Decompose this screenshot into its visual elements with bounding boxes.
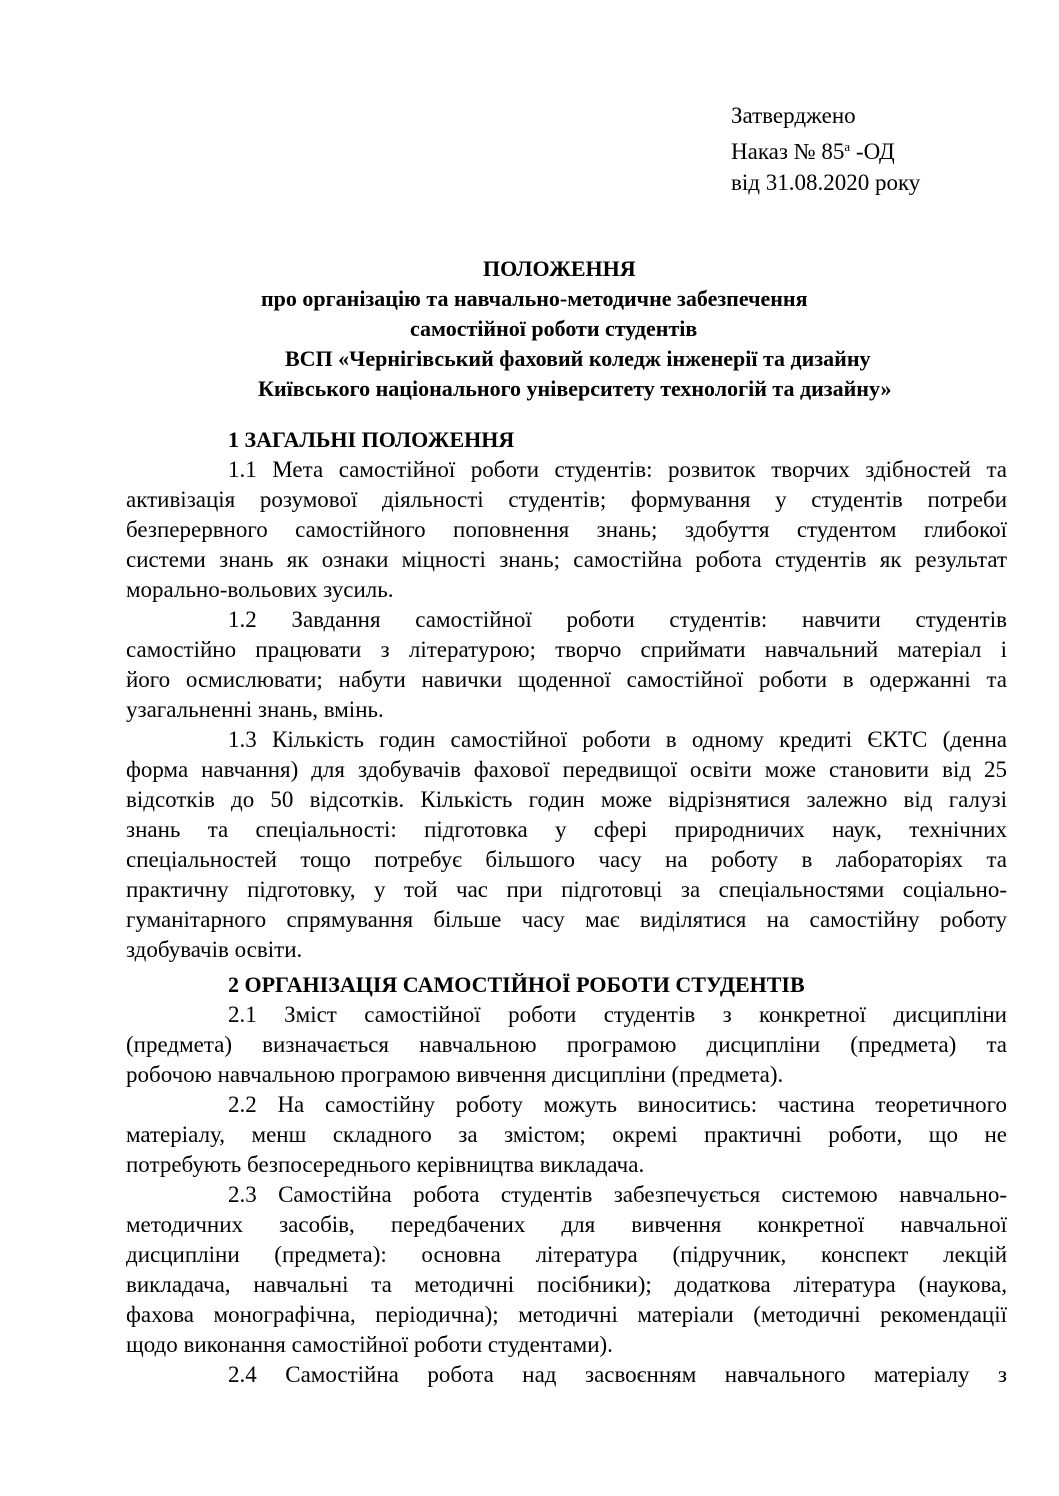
- paragraph-line: щодо виконання самостійної роботи студентами).: [126, 1332, 613, 1357]
- paragraph-line: 2.4 Самостійна робота над засвоєнням навчального матеріалу з: [228, 1362, 1007, 1387]
- title-org-1: ВСП «Чернігівський фаховий коледж інженерії та дизайну: [285, 346, 871, 371]
- paragraph-line: безперервного самостійного поповнення знань; здобуття студентом глибокої: [126, 517, 1007, 542]
- paragraph-line: практичну підготовку, у той час при підготовці за спеціальностями соціально-: [126, 877, 1007, 902]
- paragraph-line: дисципліни (предмета): основна література (підручник, конспект лекцій: [126, 1242, 1007, 1267]
- order-date: від 31.08.2020 року: [731, 170, 921, 195]
- paragraph-line: його осмислювати; набути навички щоденної самостійної роботи в одержанні та: [126, 667, 1007, 692]
- paragraph-line: викладача, навчальні та методичні посібники); додаткова література (наукова,: [126, 1272, 1007, 1297]
- section-2-heading: 2 ОРГАНІЗАЦІЯ САМОСТІЙНОЇ РОБОТИ СТУДЕНТІВ: [228, 972, 805, 997]
- paragraph-line: потребують безпосереднього керівництва викладача.: [126, 1152, 645, 1177]
- title-org-2: Київського національного університету технологій та дизайну»: [258, 376, 892, 401]
- order-number: Наказ № $85^а$ -ОД: [731, 139, 895, 164]
- title-main: ПОЛОЖЕННЯ: [483, 256, 636, 281]
- paragraph-line: гуманітарного спрямування більше часу має виділятися на самостійну роботу: [126, 907, 1007, 932]
- approval-stamp: [731, 100, 920, 198]
- paragraph-line: знань та спеціальності: підготовка у сфері природничих наук, технічних: [126, 817, 1007, 842]
- paragraph-line: 1.1 Мета самостійної роботи студентів: розвиток творчих здібностей та: [228, 457, 1007, 482]
- title-subtitle-1: про організацію та навчально-методичне забезпечення: [261, 286, 808, 311]
- paragraph-line: відсотків до 50 відсотків. Кількість годин може відрізнятися залежно від галузі: [126, 787, 1007, 812]
- paragraph-line: 2.3 Самостійна робота студентів забезпечується системою навчально-: [228, 1182, 1007, 1207]
- paragraph-line: матеріалу, менш складного за змістом; окремі практичні роботи, що не: [126, 1122, 1007, 1147]
- paragraph-line: форма навчання) для здобувачів фахової передвищої освіти може становити від 25: [126, 757, 1007, 782]
- paragraph-line: фахова монографічна, періодична); методичні матеріали (методичні рекомендації: [126, 1302, 1007, 1327]
- paragraph-line: активізація розумової діяльності студентів; формування у студентів потреби: [126, 487, 1007, 512]
- paragraph-line: (предмета) визначається навчальною програмою дисципліни (предмета) та: [126, 1032, 1007, 1057]
- title-subtitle-2: самостійної роботи студентів: [410, 316, 698, 341]
- paragraph-line: морально-вольових зусиль.: [126, 577, 394, 602]
- paragraph-line: здобувачів освіти.: [126, 937, 303, 962]
- paragraph-line: 1.2 Завдання самостійної роботи студентів: навчити студентів: [228, 607, 1007, 632]
- paragraph-line: узагальненні знань, вмінь.: [126, 697, 384, 722]
- paragraph-line: 2.1 Зміст самостійної роботи студентів з конкретної дисципліни: [228, 1002, 1007, 1027]
- approval-label: Затверджено: [731, 103, 856, 128]
- paragraph-line: 1.3 Кількість годин самостійної роботи в одному кредиті ЄКТС (денна: [228, 727, 1007, 752]
- paragraph-line: спеціальностей тощо потребує більшого часу на роботу в лабораторіях та: [126, 847, 1007, 872]
- paragraph-line: самостійно працювати з літературою; творчо сприймати навчальний матеріал і: [126, 637, 1007, 662]
- paragraph-line: 2.2 На самостійну роботу можуть виноситись: частина теоретичного: [228, 1092, 1007, 1117]
- paragraph-line: системи знань як ознаки міцності знань; самостійна робота студентів як результат: [126, 547, 1007, 572]
- section-1-heading: 1 ЗАГАЛЬНІ ПОЛОЖЕННЯ: [228, 427, 515, 452]
- paragraph-line: методичних засобів, передбачених для вивчення конкретної навчальної: [126, 1212, 1007, 1237]
- paragraph-line: робочою навчальною програмою вивчення дисципліни (предмета).: [126, 1062, 784, 1087]
